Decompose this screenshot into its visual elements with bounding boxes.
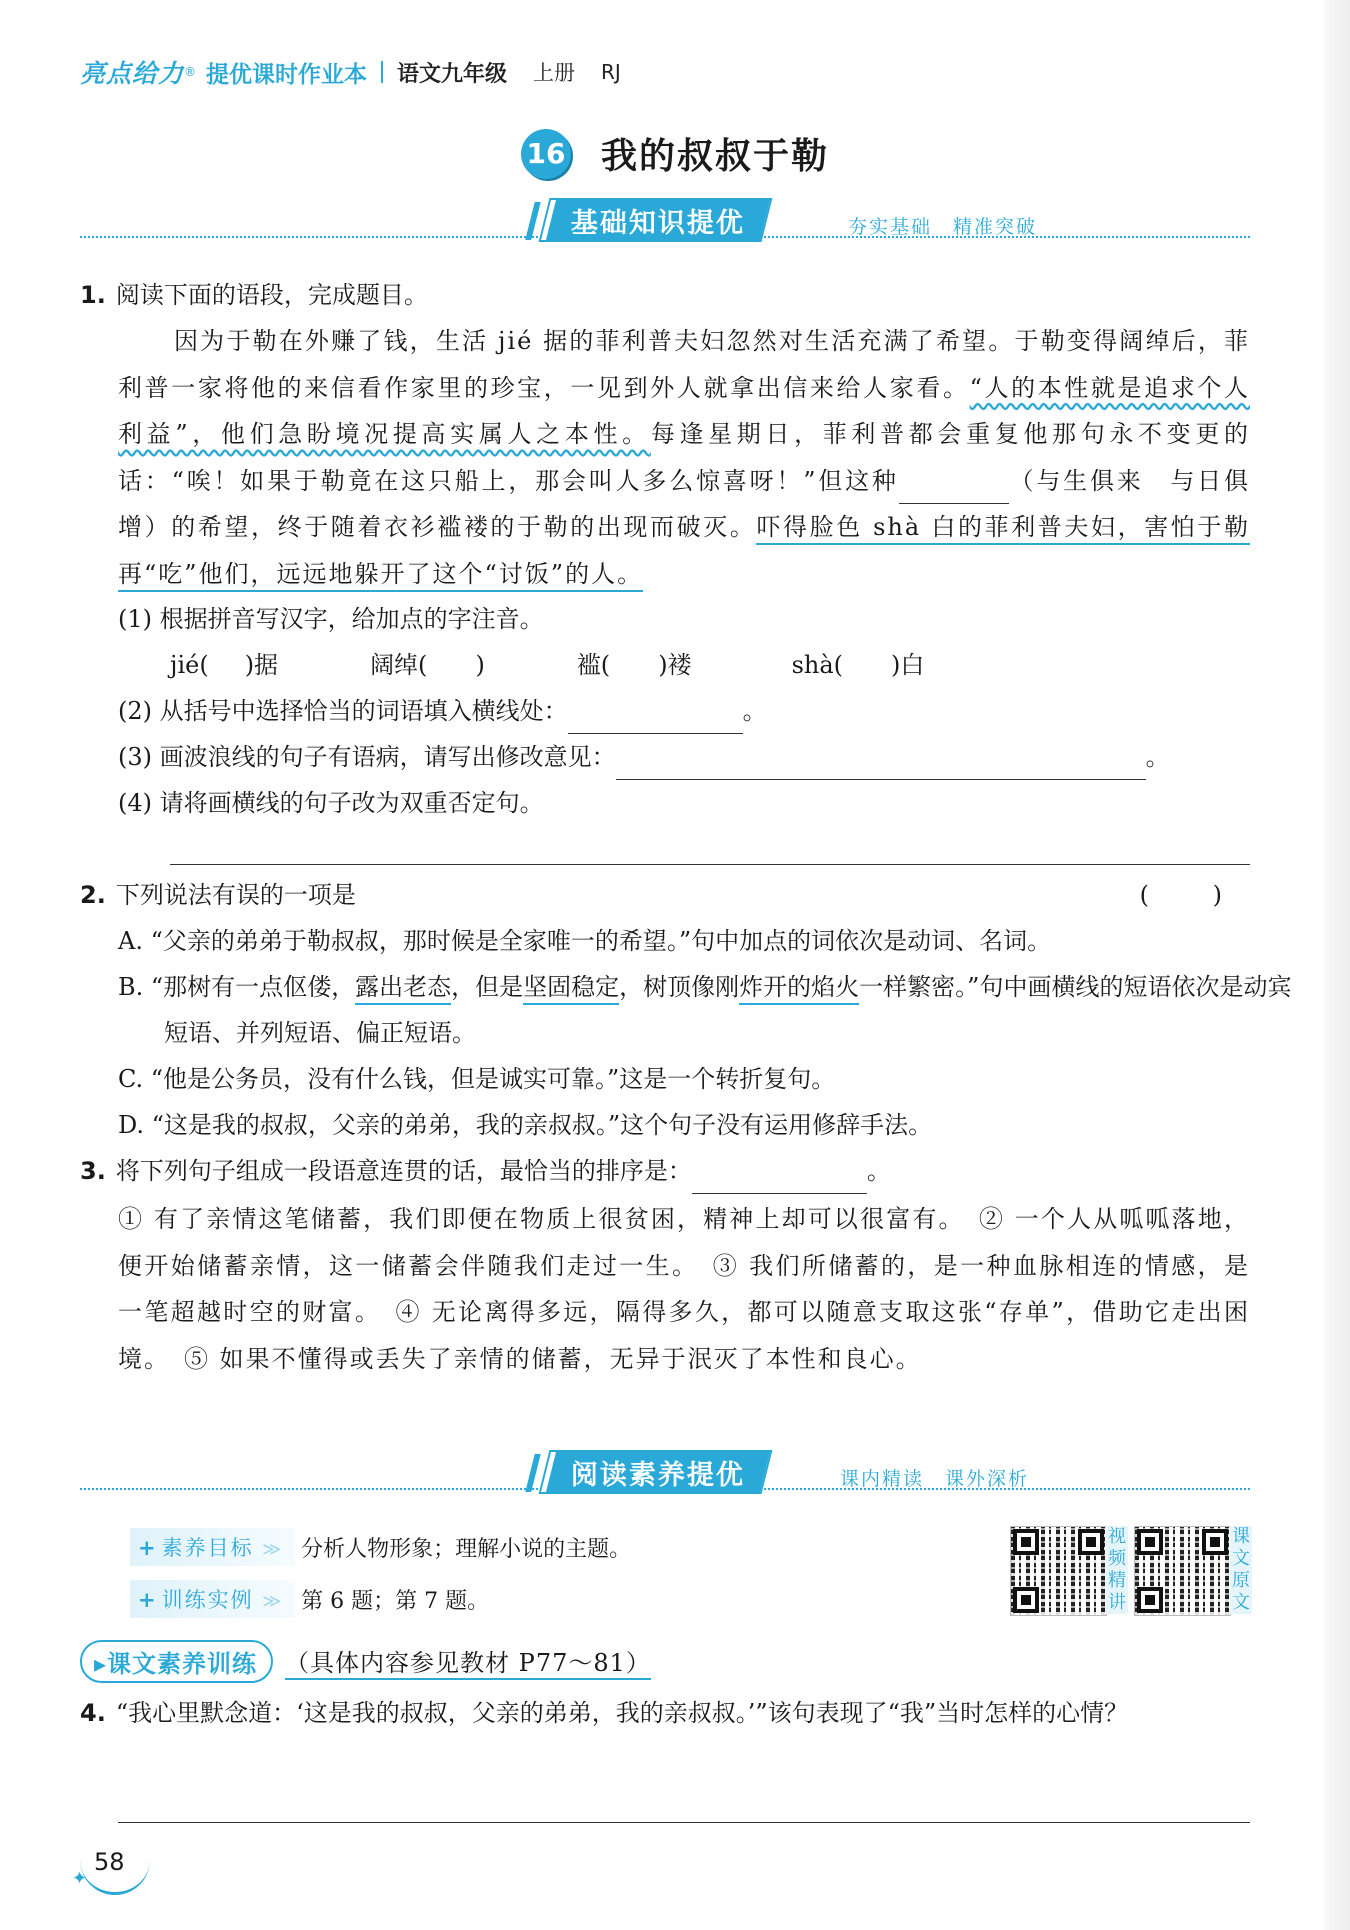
answer-line[interactable] xyxy=(118,1822,1250,1823)
question-text: 下列说法有误的一项是 xyxy=(115,881,356,909)
question-1-stem xyxy=(80,272,1250,318)
training-title: ▸课文素养训练 xyxy=(80,1640,273,1683)
underlined-phrase: 坚固稳定 xyxy=(523,973,619,1005)
pinyin-item: )白 xyxy=(891,651,925,679)
subject-grade: 语文九年级 xyxy=(397,61,508,87)
option-text: 一样繁密。”句中画横线的短语依次是动宾短语、并列短语、偏正短语。 xyxy=(164,973,1292,1047)
passage-text: 绰后，菲利普一家将他的来信看作家里的珍宝，一见到外人就拿出信来给人家看。 xyxy=(118,327,1251,402)
page-number xyxy=(70,1848,150,1888)
section-subtitle: 夯实基础 精准突破 xyxy=(848,216,1038,238)
pinyin-blank[interactable] xyxy=(843,642,891,672)
pinyin-item: )据 xyxy=(244,651,279,679)
series-name: 提优课时作业本 xyxy=(206,61,368,88)
question-text: “我心里默念道：‘这是我的叔叔，父亲的弟弟，我的亲叔叔。’”该句表现了“我”当时怎样的心情？ xyxy=(115,1699,1129,1727)
answer-parentheses[interactable]: ( ) xyxy=(1139,881,1250,909)
qr-label-text: 课文原文 xyxy=(1232,1526,1250,1613)
answer-line[interactable] xyxy=(170,864,1250,865)
punctuation: 。 xyxy=(1145,743,1170,771)
option-c: C. “他是公务员，没有什么钱，但是诚实可靠。”这是一个转折复句。 xyxy=(118,1065,836,1093)
punctuation: 。 xyxy=(866,1157,891,1185)
example-text: 第 6 题；第 7 题。 xyxy=(301,1588,490,1614)
answer-blank[interactable] xyxy=(616,749,1146,780)
answer-blank[interactable] xyxy=(899,473,1009,504)
lesson-title: 我的叔叔于勒 xyxy=(600,135,829,177)
page-number-text: 58 xyxy=(94,1848,125,1876)
pinyin-item: 褴( xyxy=(576,651,611,679)
section-banner-reading xyxy=(80,1452,1250,1496)
running-header xyxy=(80,52,621,92)
question-3-sentences: ① 有了亲情这笔储蓄，我们即便在物质上很贫困，精神上却可以很富有。 ② 一个人从呱呱落地，便开始储蓄亲情，这一储蓄会伴随我们走过一生。 ③ 我们所储蓄的，是一种血脉相连的情感，是一笔超越时空的财富。 ④ 无论离得多远，隔得多久，都可以随意支取这张“存单”，借助它走出困境。 ⑤ 如果不懂得或丢失了亲情的储蓄，无异于泯灭了本性和良心。 xyxy=(118,1205,1250,1373)
option-text: B. “那树有一点伛偻， xyxy=(118,973,356,1001)
section-title: 阅读素养提优 xyxy=(541,1452,770,1492)
answer-blank[interactable] xyxy=(568,703,743,734)
qr-label-video: 视频精讲 xyxy=(1108,1526,1126,1613)
pinyin-item: 阔绰( xyxy=(370,651,428,679)
underlined-phrase: 炸开的焰火 xyxy=(739,973,859,1005)
literacy-goal xyxy=(130,1528,631,1566)
passage-text: （与生俱来 与日俱增）的希望，终于随着衣衫褴 xyxy=(118,466,1250,541)
answer-blank[interactable] xyxy=(692,1163,867,1194)
banner-slash xyxy=(525,1454,540,1492)
training-heading xyxy=(80,1640,651,1683)
section-banner-basics xyxy=(80,200,1250,244)
page-edge xyxy=(1324,0,1350,1930)
passage-text: 每逢星期日，菲利普都会重复他那句永不变更的话：“唉！如果于勒竟在这只船上，那会叫人多么惊喜呀！”但这种 xyxy=(118,420,1250,495)
goal-tag: + 素养目标 ≫ xyxy=(130,1528,295,1566)
subquestion-3 xyxy=(118,734,1250,780)
textbook-reference: （具体内容参见教材 P77～81） xyxy=(285,1643,651,1680)
option-text: ，树顶像刚 xyxy=(619,973,740,1001)
subquestion-4: (4) 请将画横线的句子改为双重否定句。 xyxy=(118,789,544,817)
question-1-passage xyxy=(118,318,1250,597)
pinyin-item: shà( xyxy=(791,651,844,679)
pinyin-blank[interactable] xyxy=(427,642,475,672)
question-text: 将下列句子组成一段语意连贯的话，最恰当的排序是： xyxy=(115,1157,692,1185)
option-text: ，但是 xyxy=(451,973,524,1001)
registered-mark: ® xyxy=(184,65,197,79)
question-3-stem xyxy=(80,1148,1250,1194)
example-tag: + 训练实例 ≫ xyxy=(130,1580,295,1618)
brand-logo: 亮点给力 xyxy=(80,59,185,88)
edition: RJ xyxy=(601,60,621,84)
question-2-stem xyxy=(80,872,1250,918)
subquestion-2 xyxy=(118,688,1250,734)
line-underlined-sentence: 吓得脸色 shà 白的菲利普夫妇，害怕于勒再“吃”他们，远远地躲开了这个“讨饭”的人。 xyxy=(118,513,1250,592)
pinyin-row xyxy=(170,642,1302,688)
wavy-underlined-sentence: “人的本性就是追求个人利益”，他们急盼境况提高实属人之本性。 xyxy=(118,373,1250,448)
section-subtitle: 课内精读 课外深析 xyxy=(840,1468,1030,1490)
question-number: 4. xyxy=(80,1699,106,1727)
pinyin-item: )褛 xyxy=(658,651,692,679)
punctuation: 。 xyxy=(742,697,767,725)
lesson-heading xyxy=(0,128,1350,179)
goal-text: 分析人物形象；理解小说的主题。 xyxy=(301,1536,632,1562)
qr-code-text[interactable] xyxy=(1134,1526,1231,1616)
option-a: A. “父亲的弟弟于勒叔叔，那时候是全家唯一的希望。”句中加点的词依次是动词、名词。 xyxy=(118,927,1052,955)
header-divider xyxy=(381,61,383,83)
volume: 上册 xyxy=(533,61,576,85)
pinyin-item: ) xyxy=(475,651,485,679)
qr-code-video[interactable] xyxy=(1010,1526,1107,1616)
banner-slash xyxy=(525,202,540,240)
option-b xyxy=(118,964,1296,1056)
passage-text: 褛的于勒的出现而破灭。 xyxy=(463,513,757,541)
subquestion-text: (2) 从括号中选择恰当的词语填入横线处： xyxy=(118,697,568,725)
question-number: 2. xyxy=(80,881,106,909)
pinyin-blank[interactable] xyxy=(610,642,658,672)
question-number: 3. xyxy=(80,1157,106,1185)
subquestion-1: (1) 根据拼音写汉字，给加点的字注音。 xyxy=(118,605,544,633)
pinyin-blank[interactable] xyxy=(209,642,245,674)
sparkle-icon: ✦ xyxy=(72,1868,88,1889)
question-4 xyxy=(80,1690,1250,1736)
training-example xyxy=(130,1580,489,1618)
option-d: D. “这是我的叔叔，父亲的弟弟，我的亲叔叔。”这个句子没有运用修辞手法。 xyxy=(118,1111,933,1139)
question-number: 1. xyxy=(80,281,106,309)
section-title: 基础知识提优 xyxy=(541,200,770,240)
pinyin-item: jié( xyxy=(170,651,209,679)
question-text: 阅读下面的语段，完成题目。 xyxy=(115,281,428,309)
lesson-number-badge: 16 xyxy=(521,129,571,179)
underlined-phrase: 露出老态 xyxy=(355,973,451,1005)
passage-text: 因为于勒在外赚了钱，生活 jié 据的菲利普夫妇忽然对生活充满了希望。于勒变得阔 xyxy=(174,327,1146,355)
subquestion-text: (3) 画波浪线的句子有语病，请写出修改意见： xyxy=(118,743,616,771)
